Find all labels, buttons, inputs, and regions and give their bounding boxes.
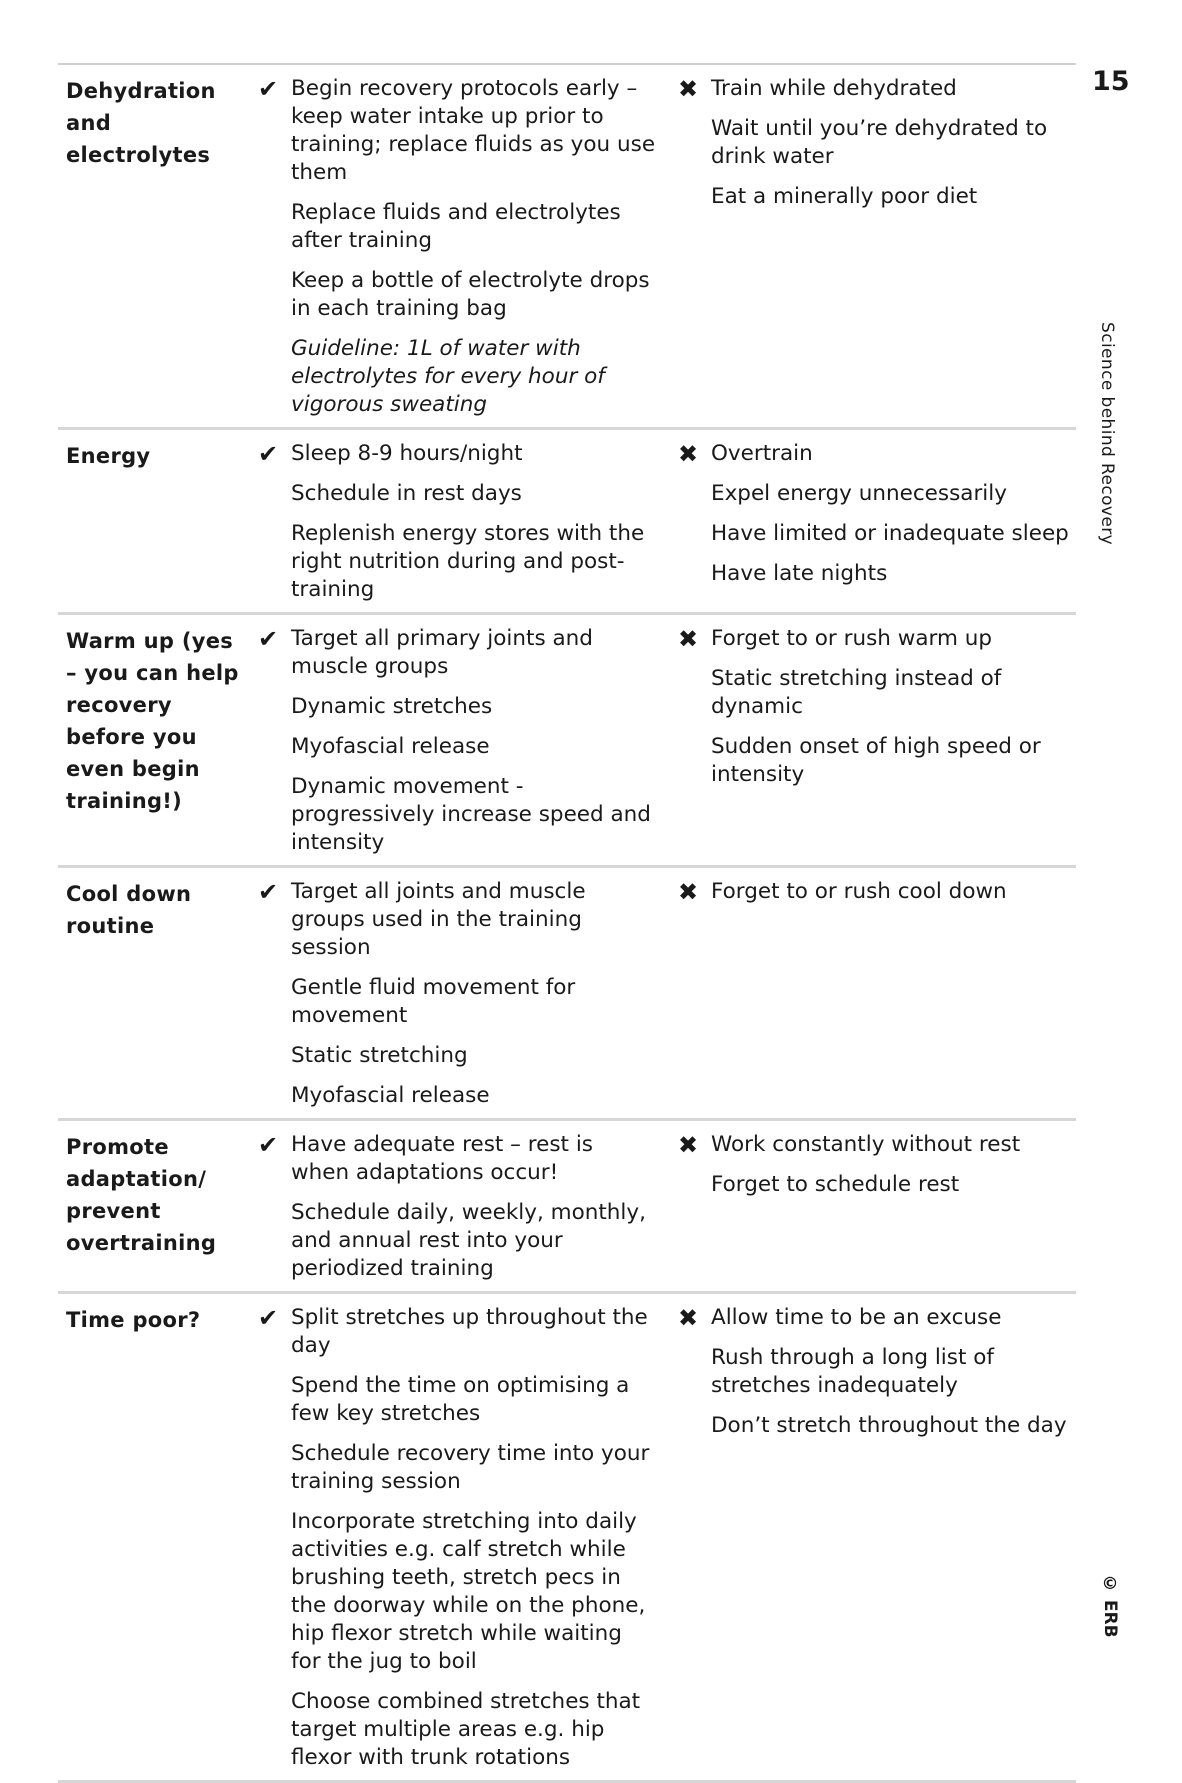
do-item: Split stretches up throughout the day (291, 1305, 648, 1358)
dont-item: Expel energy unnecessarily (711, 481, 1007, 506)
row-topic: Cool down routine (66, 882, 192, 938)
do-column (243, 75, 663, 419)
do-item: Target all joints and muscle groups used in the training session (291, 879, 586, 960)
dont-list (711, 1131, 1076, 1283)
do-column (243, 1131, 663, 1283)
do-list (291, 878, 663, 1110)
dont-item: Allow time to be an excuse (711, 1305, 1002, 1330)
dont-item: Train while dehydrated (711, 76, 957, 101)
do-column (243, 440, 663, 604)
do-item: Target all primary joints and muscle groups (291, 626, 593, 679)
dont-item: Static stretching instead of dynamic (711, 666, 1002, 719)
do-list (291, 1131, 663, 1283)
checkmark-icon: ✔ (257, 1131, 279, 1159)
dont-column (663, 75, 1076, 419)
dont-item: Wait until you’re dehydrated to drink water (711, 116, 1048, 169)
dont-column (663, 1304, 1076, 1772)
dont-column (663, 878, 1076, 1110)
page-number: 15 (1092, 66, 1130, 97)
do-item: Schedule daily, weekly, monthly, and annual rest into your periodized training (291, 1200, 646, 1281)
do-item: Replace fluids and electrolytes after training (291, 200, 621, 253)
row-topic: Warm up (yes – you can help recovery before you even begin training!) (66, 629, 239, 813)
dont-item: Forget to schedule rest (711, 1172, 960, 1197)
do-item: Myofascial release (291, 1083, 490, 1108)
do-column (243, 625, 663, 857)
row-topic: Promote adaptation/ prevent overtraining (66, 1135, 217, 1255)
dont-column (663, 1131, 1076, 1283)
dont-list (711, 625, 1076, 857)
checkmark-icon: ✔ (257, 878, 279, 906)
dont-item: Have late nights (711, 561, 888, 586)
do-item: Replenish energy stores with the right nutrition during and post-training (291, 521, 645, 602)
dont-item: Eat a minerally poor diet (711, 184, 978, 209)
dont-item: Forget to or rush warm up (711, 626, 993, 651)
do-item: Keep a bottle of electrolyte drops in each training bag (291, 268, 650, 321)
do-item: Static stretching (291, 1043, 468, 1068)
do-item: Dynamic movement - progressively increase speed and intensity (291, 774, 651, 855)
cross-icon: ✖ (677, 1131, 699, 1159)
checkmark-icon: ✔ (257, 1304, 279, 1332)
do-item: Incorporate stretching into daily activities e.g. calf stretch while brushing teeth, stretch pecs in the doorway while on the phone, hip flexor stretch while waiting for the jug to boil (291, 1509, 646, 1674)
dont-item: Don’t stretch throughout the day (711, 1413, 1067, 1438)
dont-list (711, 1304, 1076, 1772)
dont-list (711, 440, 1076, 604)
do-item: Begin recovery protocols early – keep water intake up prior to training; replace fluids as you use them (291, 76, 656, 185)
do-item: Myofascial release (291, 734, 490, 759)
running-title: Science behind Recovery (1097, 322, 1117, 546)
cross-icon: ✖ (677, 75, 699, 103)
do-column (243, 1304, 663, 1772)
do-item: Spend the time on optimising a few key stretches (291, 1373, 630, 1426)
dont-item: Forget to or rush cool down (711, 879, 1007, 904)
do-item: Schedule in rest days (291, 481, 522, 506)
table-row (58, 868, 1076, 1121)
row-topic: Time poor? (66, 1308, 201, 1332)
do-item: Guideline: 1L of water with electrolytes for every hour of vigorous sweating (291, 336, 605, 417)
dont-item: Have limited or inadequate sleep (711, 521, 1069, 546)
do-item: Dynamic stretches (291, 694, 493, 719)
do-list (291, 75, 663, 419)
table-row (58, 65, 1076, 430)
dos-and-donts-table (58, 63, 1076, 1783)
cross-icon: ✖ (677, 440, 699, 468)
do-item: Have adequate rest – rest is when adaptations occur! (291, 1132, 593, 1185)
do-item: Schedule recovery time into your training session (291, 1441, 650, 1494)
dont-list (711, 75, 1076, 419)
dont-list (711, 878, 1076, 1110)
cross-icon: ✖ (677, 1304, 699, 1332)
do-list (291, 625, 663, 857)
table-row (58, 1294, 1076, 1783)
table-row (58, 430, 1076, 615)
table-row (58, 1121, 1076, 1294)
do-column (243, 878, 663, 1110)
cross-icon: ✖ (677, 878, 699, 906)
checkmark-icon: ✔ (257, 75, 279, 103)
cross-icon: ✖ (677, 625, 699, 653)
checkmark-icon: ✔ (257, 440, 279, 468)
copyright-notice: © ERB (1100, 1574, 1120, 1638)
dont-item: Rush through a long list of stretches inadequately (711, 1345, 994, 1398)
dont-item: Sudden onset of high speed or intensity (711, 734, 1041, 787)
dont-item: Overtrain (711, 441, 813, 466)
dont-column (663, 440, 1076, 604)
do-item: Sleep 8-9 hours/night (291, 441, 523, 466)
do-item: Gentle fluid movement for movement (291, 975, 576, 1028)
row-topic: Dehydration and electrolytes (66, 79, 216, 167)
do-item: Choose combined stretches that target multiple areas e.g. hip flexor with trunk rotations (291, 1689, 641, 1770)
do-list (291, 1304, 663, 1772)
dont-column (663, 625, 1076, 857)
do-list (291, 440, 663, 604)
table-row (58, 615, 1076, 868)
dont-item: Work constantly without rest (711, 1132, 1021, 1157)
checkmark-icon: ✔ (257, 625, 279, 653)
row-topic: Energy (66, 444, 151, 468)
